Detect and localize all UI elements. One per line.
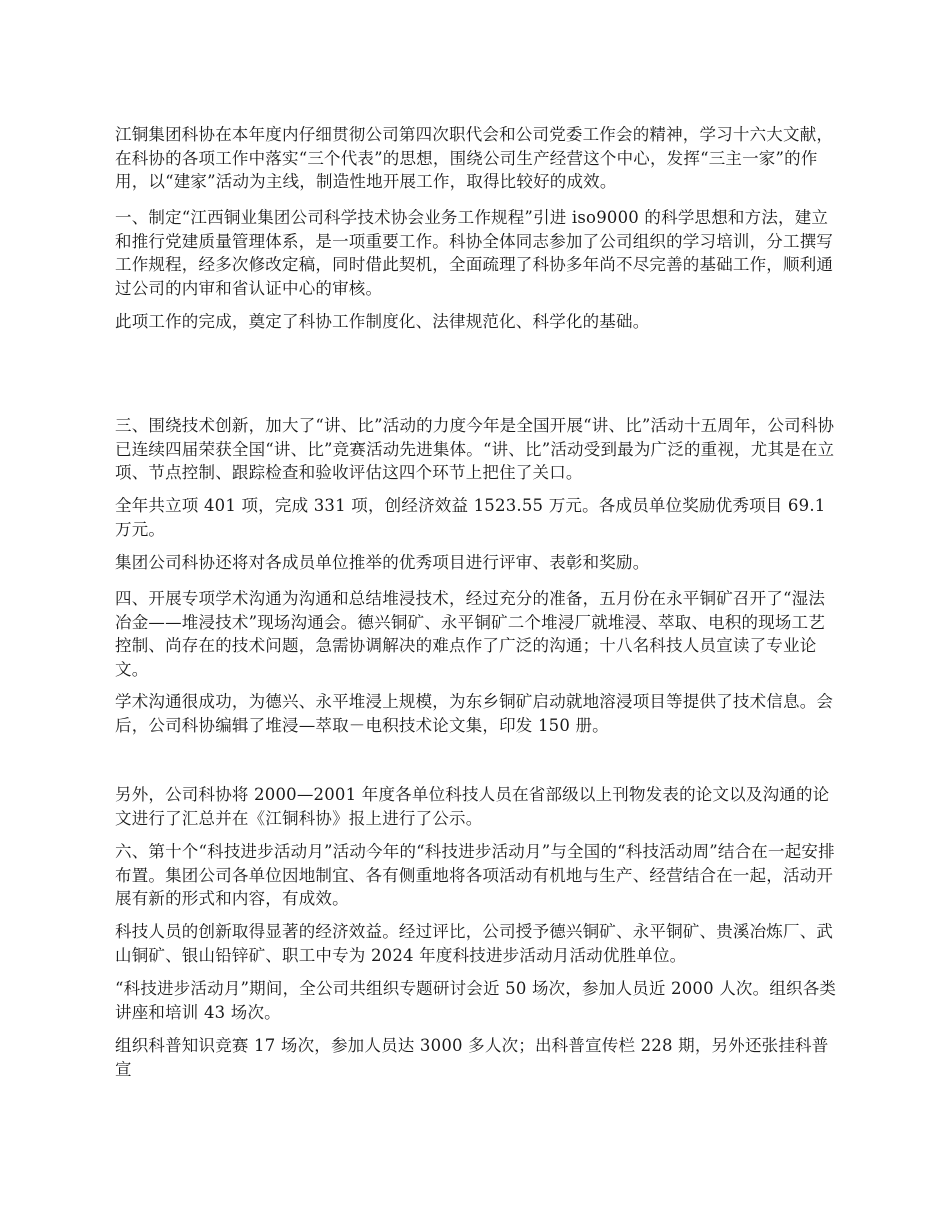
paragraph-section-one: 一、制定“江西铜业集团公司科学技术协会业务工作规程”引进 iso9000 的科学思想和方法，建立和推行党建质量管理体系，是一项重要工作。科协全体同志参加了公司组织的学习培训，分工撰写工作规程，经多次修改定稿，同时借此契机，全面疏理了科协多年尚不尽完善的基础工作，顺利通过公司的内审和省认证中心的审核。: [115, 208, 834, 298]
paragraph-exchange-result: 学术沟通很成功，为德兴、永平堆浸上规模，为东乡铜矿启动就地溶浸项目等提供了技术信息。会后，公司科协编辑了堆浸—萃取－电积技术论文集，印发 150 册。: [115, 692, 834, 735]
paragraph-activity-month-stats: “科技进步活动月”期间，全公司共组织专题研讨会近 50 场次，参加人员近 2000 人次。组织各类讲座和培训 43 场次。: [115, 979, 837, 1022]
paragraph-section-four: 四、开展专项学术沟通为沟通和总结堆浸技术，经过充分的准备，五月份在永平铜矿召开了“湿法冶金——堆浸技术”现场沟通会。德兴铜矿、永平铜矿二个堆浸厂就堆浸、萃取、电积的现场工艺控制、尚存在的技术问题，急需协调解决的难点作了广泛的沟通；十八名科技人员宣读了专业论文。: [115, 589, 826, 679]
paragraph-intro: 江铜集团科协在本年度内仔细贯彻公司第四次职代会和公司党委工作会的精神，学习十六大文献，在科协的各项工作中落实“三个代表”的思想，围绕公司生产经营这个中心，发挥“三主一家”的作用，以“建家”活动为主线，制造性地开展工作，取得比较好的成效。: [115, 125, 834, 191]
paragraph-project-review: 集团公司科协还将对各成员单位推举的优秀项目进行评审、表彰和奖励。: [115, 553, 650, 572]
paragraph-project-stats: 全年共立项 401 项，完成 331 项，创经济效益 1523.55 万元。各成员单位奖励优秀项目 69.1 万元。: [115, 496, 826, 539]
paragraph-innovation-awards: 科技人员的创新取得显著的经济效益。经过评比，公司授予德兴铜矿、永平铜矿、贵溪冶炼厂、武山铜矿、银山铅锌矿、职工中专为 2024 年度科技进步活动月活动优胜单位。: [115, 922, 834, 965]
paragraph-papers-summary: 另外，公司科协将 2000—2001 年度各单位科技人员在省部级以上刊物发表的论文以及沟通的论文进行了汇总并在《江铜科协》报上进行了公示。: [115, 785, 830, 828]
paragraph-section-three: 三、围绕技术创新，加大了“讲、比”活动的力度今年是全国开展“讲、比”活动十五周年，公司科协已连续四届荣获全国“讲、比”竞赛活动先进集体。“讲、比”活动受到最为广泛的重视，尤其是在立项、节点控制、跟踪检查和验收评估这四个环节上把住了关口。: [115, 416, 835, 482]
paragraph-section-six: 六、第十个“科技进步活动月”活动今年的“科技进步活动月”与全国的“科技活动周”结合在一起安排布置。集团公司各单位因地制宜、各有侧重地将各项活动有机地与生产、经营结合在一起，活动开展有新的形式和内容，有成效。: [115, 842, 835, 908]
paragraph-section-one-result: 此项工作的完成，奠定了科协工作制度化、法律规范化、科学化的基础。: [115, 312, 650, 331]
paragraph-science-contest: 组织科普知识竞赛 17 场次，参加人员达 3000 多人次；出科普宣传栏 228 期，另外还张挂科普宣: [115, 1036, 829, 1079]
